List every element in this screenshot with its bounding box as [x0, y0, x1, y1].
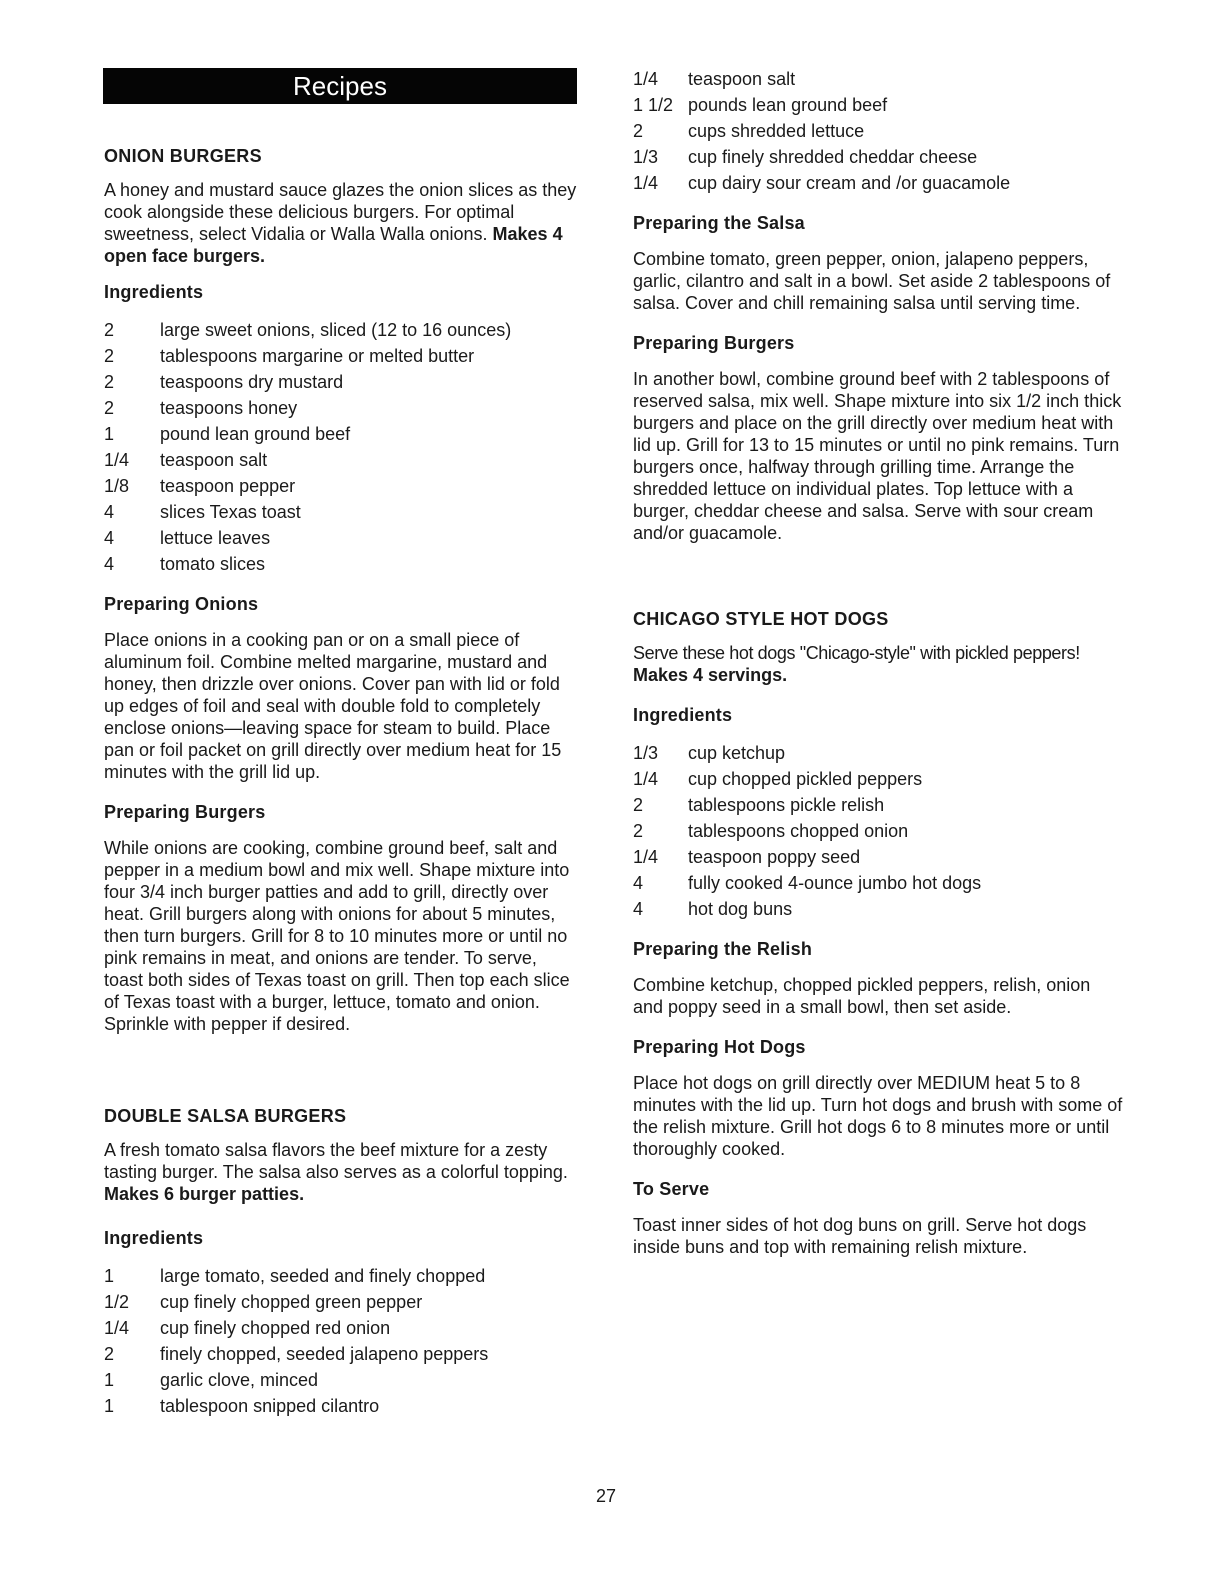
hotdogs-ingredients-heading: Ingredients — [633, 705, 733, 725]
ingredient-row: 1/3 cup finely shredded cheddar cheese — [633, 147, 978, 167]
ingredient-row: 1/4 cup dairy sour cream and /or guacamole — [633, 173, 1011, 193]
hotdogs-yield: Makes 4 servings. — [633, 665, 788, 685]
onion-ingredients-heading: Ingredients — [104, 282, 204, 302]
salsa-prep-salsa-text: Combine tomato, green pepper, onion, jalapeno peppers, garlic, cilantro and salt in a bowl. Set aside 2 tablespoons of salsa. Cover and chill remaining salsa until serving time. — [633, 249, 1111, 313]
ingredient-row: 1 1/2 pounds lean ground beef — [633, 95, 888, 115]
hotdogs-prep-hotdogs-text: Place hot dogs on grill directly over MEDIUM heat 5 to 8 minutes with the lid up. Turn hot dogs and brush with some of the relish mixture. Grill hot dogs 6 to 8 minutes more or until thoroughly cooked. — [633, 1073, 1123, 1159]
ingredient-row: 1/8 teaspoon pepper — [104, 476, 296, 496]
salsa-intro: A fresh tomato salsa flavors the beef mixture for a zesty tasting burger. The salsa also serves as a colorful topping. Makes 6 burger patties. — [104, 1140, 568, 1204]
ingredient-row: 2 tablespoons chopped onion — [633, 821, 909, 841]
ingredient-row: 2 cups shredded lettuce — [633, 121, 865, 141]
recipe-title-chicago-hot-dogs: CHICAGO STYLE HOT DOGS — [633, 609, 889, 629]
ingredient-row: 1 tablespoon snipped cilantro — [104, 1396, 380, 1416]
hotdogs-intro: Serve these hot dogs "Chicago-style" with pickled peppers! Makes 4 servings. — [633, 643, 1080, 685]
ingredient-row: 2 large sweet onions, sliced (12 to 16 ounces) — [104, 320, 512, 340]
onion-ingredient-list — [104, 317, 580, 577]
ingredient-row: 4 slices Texas toast — [104, 502, 301, 522]
salsa-prep-burgers-heading: Preparing Burgers — [633, 333, 795, 353]
onion-prep-burgers-text: While onions are cooking, combine ground beef, salt and pepper in a medium bowl and mix well. Shape mixture into four 3/4 inch burger patties and add to grill, directly over heat. Grill burgers along with onions for about 5 minutes, then turn burgers. Grill for 8 to 10 minutes more or until no pink remains in meat, and onions are tender. To serve, toast both sides of Texas toast on grill. Then top each slice of Texas toast with a burger, lettuce, tomato and onion. Sprinkle with pepper if desired. — [104, 838, 570, 1034]
right-column — [633, 66, 1123, 1272]
left-column — [104, 145, 580, 1435]
ingredient-row: 1/4 teaspoon poppy seed — [633, 847, 861, 867]
onion-intro: A honey and mustard sauce glazes the onion slices as they cook alongside these delicious burgers. For optimal sweetness, select Vidalia or Walla Walla onions. Makes 4 open face burgers. — [104, 180, 577, 266]
ingredient-row: 1 large tomato, seeded and finely chopped — [104, 1266, 486, 1286]
hotdogs-prep-relish-text: Combine ketchup, chopped pickled peppers, relish, onion and poppy seed in a small bowl, then set aside. — [633, 975, 1091, 1017]
ingredient-row: 2 tablespoons margarine or melted butter — [104, 346, 475, 366]
hotdogs-serve-text: Toast inner sides of hot dog buns on grill. Serve hot dogs inside buns and top with remaining relish mixture. — [633, 1215, 1087, 1257]
ingredient-row: 1 pound lean ground beef — [104, 424, 351, 444]
salsa-ingredient-list-right — [633, 66, 1123, 196]
ingredient-row: 4 tomato slices — [104, 554, 266, 574]
hotdogs-ingredient-list — [633, 740, 1123, 922]
salsa-prep-burgers-text: In another bowl, combine ground beef with 2 tablespoons of reserved salsa, mix well. Shape mixture into six 1/2 inch thick burgers and place on the grill directly over medium heat with lid up. Grill for 13 to 15 minutes or until no pink remains. Turn burgers once, halfway through grilling time. Arrange the shredded lettuce on individual plates. Top lettuce with a burger, cheddar cheese and salsa. Serve with sour cream and/or guacamole. — [633, 369, 1122, 543]
salsa-ingredients-heading: Ingredients — [104, 1228, 204, 1248]
ingredient-row: 1/4 teaspoon salt — [104, 450, 268, 470]
page-number: 27 — [595, 1486, 617, 1506]
hotdogs-prep-hotdogs-heading: Preparing Hot Dogs — [633, 1037, 806, 1057]
ingredient-row: 2 tablespoons pickle relish — [633, 795, 885, 815]
ingredient-row: 1/4 teaspoon salt — [633, 69, 796, 89]
ingredient-row: 4 fully cooked 4-ounce jumbo hot dogs — [633, 873, 982, 893]
ingredient-row: 1/2 cup finely chopped green pepper — [104, 1292, 423, 1312]
salsa-prep-salsa-heading: Preparing the Salsa — [633, 213, 805, 233]
ingredient-row: 2 teaspoons dry mustard — [104, 372, 344, 392]
ingredient-row: 4 hot dog buns — [633, 899, 793, 919]
salsa-ingredient-list-left — [104, 1263, 580, 1419]
onion-yield: Makes 4 open face burgers. — [104, 224, 563, 266]
ingredient-row: 1/3 cup ketchup — [633, 743, 786, 763]
ingredient-row: 1 garlic clove, minced — [104, 1370, 319, 1390]
hotdogs-prep-relish-heading: Preparing the Relish — [633, 939, 813, 959]
ingredient-row: 1/4 cup chopped pickled peppers — [633, 769, 923, 789]
ingredient-row: 1/4 cup finely chopped red onion — [104, 1318, 391, 1338]
ingredient-row: 2 finely chopped, seeded jalapeno peppers — [104, 1344, 489, 1364]
ingredient-row: 4 lettuce leaves — [104, 528, 271, 548]
recipe-title-onion-burgers: ONION BURGERS — [104, 146, 262, 166]
section-banner: Recipes — [103, 68, 577, 104]
onion-prep-burgers-heading: Preparing Burgers — [104, 802, 266, 822]
hotdogs-serve-heading: To Serve — [633, 1179, 710, 1199]
salsa-yield: Makes 6 burger patties. — [104, 1184, 305, 1204]
onion-prep-onions-heading: Preparing Onions — [104, 594, 259, 614]
ingredient-row: 2 teaspoons honey — [104, 398, 298, 418]
recipe-title-double-salsa-burgers: DOUBLE SALSA BURGERS — [104, 1106, 347, 1126]
onion-prep-onions-text: Place onions in a cooking pan or on a small piece of aluminum foil. Combine melted margarine, mustard and honey, then drizzle over onions. Cover pan with lid or fold up edges of foil and seal with double fold to completely enclose onions—leaving space for steam to build. Place pan or foil packet on grill directly over medium heat for 15 minutes with the grill lid up. — [104, 630, 562, 782]
